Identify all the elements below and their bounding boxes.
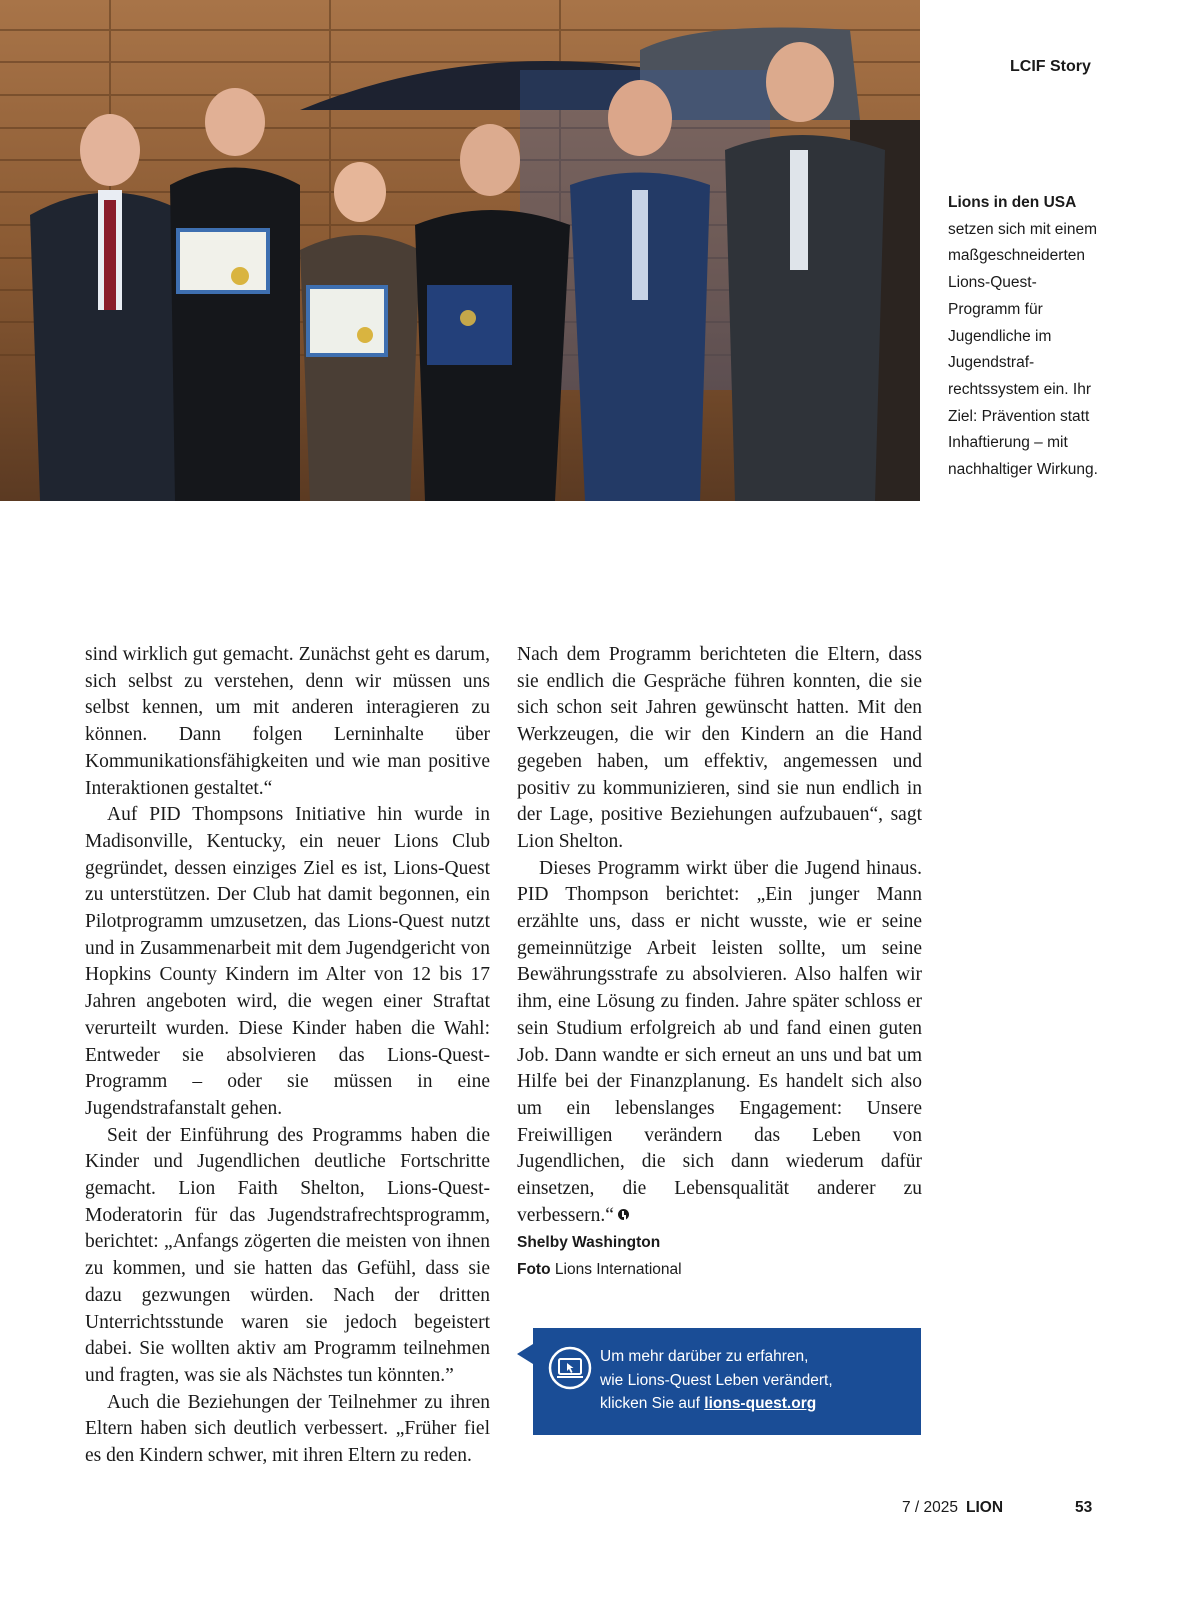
article-column-right — [517, 642, 922, 1229]
info-box-text — [600, 1345, 910, 1416]
info-box-line — [600, 1392, 910, 1416]
paragraph: Auf PID Thompsons Initiative hin wurde in Madisonville, Kentucky, ein neuer Lions Club gegründet, dessen einziges Ziel es ist, Lions-Quest zu unterstützen. Der Club hat damit begonnen, ein Pilotprogramm umzusetzen, das Lions-Quest nutzt und in Zusammenarbeit mit dem Jugendgericht von Hopkins County Kindern im Alter von 12 bis 17 Jahren angeboten wird, die wegen einer Straftat verurteilt wurden. Diese Kinder haben die Wahl: Entweder sie absolvieren das Lions-Quest-Programm – oder sie müssen in eine Jugendstrafanstalt gehen. — [85, 804, 490, 1119]
page-number: 53 — [1075, 1499, 1093, 1516]
paragraph: Nach dem Programm berichteten die Eltern, dass sie endlich die Gespräche führen konnten, die sie sich schon seit Jahren gewünscht hatten. Mit den Werkzeugen, die wir den Kindern an die Hand gegeben haben, um effektiv, angemessen und positiv zu kommunizieren, sind sie nun endlich in der Lage, positive Beziehungen aufzubauen“, sagt Lion Shelton. — [517, 644, 922, 852]
author-name: Shelby Washington — [517, 1234, 661, 1251]
paragraph-text: Dieses Programm wirkt über die Jugend hinaus. PID Thompson berichtet: „Ein junger Mann erzählte uns, dass er nicht wusste, wie er seine gemeinnützige Arbeit leisten sollte, um seine Bewährungsstrafe zu absolvieren. Also halfen wir ihm, eine Lösung zu finden. Jahre später schloss er sein Studium erfolgreich ab und fand einen guten Job. Dann wandte er sich erneut an uns und bat um Hilfe bei der Finanzplanung. Es handelt sich also um ein lebenslanges Engagement: Unsere Freiwilligen verändern das Leben von Jugendlichen, die sich dann wiederum dafür einsetzen, die Lebensqualität anderer zu verbessern.“ — [517, 857, 922, 1226]
lions-quest-link[interactable]: lions-quest.org — [704, 1395, 817, 1412]
page-footer — [0, 1499, 1200, 1521]
article-column-left — [85, 642, 490, 1470]
photo-credit-value: Lions International — [554, 1260, 682, 1278]
issue-number: 7 / 2025 — [902, 1499, 959, 1516]
paragraph: Auch die Beziehungen der Teilnehmer zu ihren Eltern haben sich deutlich verbessert. „Früher fiel es den Kindern schwer, mit ihren Eltern zu reden. — [85, 1391, 490, 1467]
photo-credit — [517, 1257, 682, 1284]
info-box-line: wie Lions-Quest Leben verändert, — [600, 1371, 833, 1389]
article-credits — [517, 1230, 682, 1283]
end-of-article-icon — [618, 1209, 629, 1220]
info-box — [533, 1328, 921, 1435]
paragraph: sind wirklich gut gemacht. Zunächst geht es darum, sich selbst zu verstehen, denn wir müssen uns selbst kennen, um mit anderen interagieren zu können. Dann folgen Lerninhalte über Kommunikationsfähigkeiten und wie man positive Interaktionen gestaltet.“ — [85, 644, 490, 799]
section-label: LCIF Story — [1010, 58, 1091, 75]
info-box-line: Um mehr darüber zu erfahren, — [600, 1348, 809, 1365]
caption-title: Lions in den USA — [948, 194, 1077, 211]
article-photo — [0, 0, 920, 501]
computer-click-icon — [548, 1346, 592, 1390]
photo-caption — [948, 190, 1108, 484]
magazine-name: LION — [966, 1499, 1004, 1516]
paragraph-final — [517, 856, 922, 1230]
paragraph: Seit der Einführung des Programms haben die Kinder und Jugendlichen deutliche Fortschritte gemacht. Lion Faith Shelton, Lions-Quest-Moderatorin für das Jugendstrafrechtsprogramm, berichtet: „Anfangs zögerten die meisten von ihnen zu kommen, und sie hatten das Gefühl, dass sie dazu gezwungen würden. Nach der dritten Unterrichtsstunde waren sie jedoch begeistert dabei. Sie wollten aktiv am Programm teilnehmen und fragten, was sie als Nächstes tun könnten.” — [85, 1124, 490, 1386]
photo-credit-label: Foto — [517, 1260, 551, 1278]
info-box-prefix: klicken Sie auf — [600, 1395, 700, 1412]
caption-body: setzen sich mit einem maßgeschneiderten Lions-Quest-Programm für Jugendliche im Jugendstrafrechtssystem ein. Ihr Ziel: Prävention statt Inhaftierung – mit nachhaltiger Wirkung. — [948, 220, 1098, 479]
